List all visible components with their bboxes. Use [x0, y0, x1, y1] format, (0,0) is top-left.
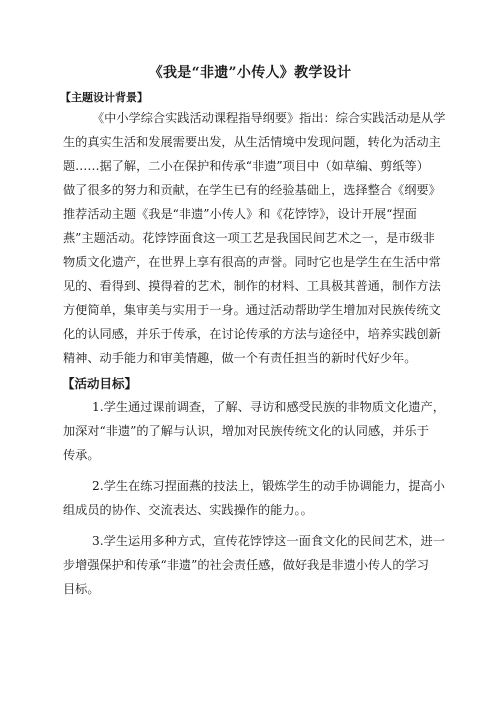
objective-line: 传承。: [63, 448, 100, 462]
paragraph-line: 《中小学综合实践活动课程指导纲要》指出：综合实践活动是从学: [92, 111, 446, 125]
section-heading-objectives: 【活动目标】: [62, 376, 138, 391]
paragraph-line: 推荐活动主题《我是“非遗”小传人》和《花饽饽》，设计开展“捏面: [63, 207, 417, 221]
objective-line: 加深对“非遗”的了解与认识，增加对民族传统文化的认同感，并乐于: [63, 424, 429, 438]
section-heading-background: 【主题设计背景】: [60, 91, 148, 104]
objective-line: 3.学生运用多种方式，宣传花饽饽这一面食文化的民间艺术，进一: [92, 534, 445, 548]
paragraph-line: 燕”主题活动。花饽饽面食这一项工艺是我国民间艺术之一，是市级非: [63, 231, 435, 245]
objective-line: 步增强保护和传承“非遗”的社会责任感，做好我是非遗小传人的学习: [63, 558, 429, 572]
paragraph-line: 做了很多的努力和贡献，在学生已有的经验基础上，选择整合《纲要》: [63, 183, 441, 197]
paragraph-line: 题……据了解，二小在保护和传承“非遗”项目中（如草编、剪纸等）: [63, 159, 429, 173]
document-title: 《我是“非遗”小传人》教学设计: [148, 65, 352, 81]
objective-line: 2.学生在练习捏面燕的技法上，锻炼学生的动手协调能力，提高小: [92, 479, 445, 493]
paragraph-line: 精神、动手能力和审美情趣，做一个有责任担当的新时代好少年。: [63, 351, 417, 365]
objective-line: 1.学生通过课前调查，了解、寻访和感受民族的非物质文化遗产，: [92, 400, 445, 414]
paragraph-line: 化的认同感，并乐于传承，在讨论传承的方法与途径中，培养实践创新: [63, 327, 441, 341]
paragraph-line: 物质文化遗产，在世界上享有很高的声誉。同时它也是学生在生活中常: [63, 255, 441, 269]
paragraph-line: 生的真实生活和发展需要出发，从生活情境中发现问题，转化为活动主: [63, 135, 441, 149]
paragraph-line: 见的、看得到、摸得着的艺术，制作的材料、工具极其普通，制作方法: [63, 279, 441, 293]
objective-line: 组成员的协作、交流表达、实践操作的能力。。: [63, 503, 313, 517]
objective-line: 目标。: [63, 582, 100, 596]
paragraph-line: 方便简单，集审美与实用于一身。通过活动帮助学生增加对民族传统文: [63, 303, 441, 317]
